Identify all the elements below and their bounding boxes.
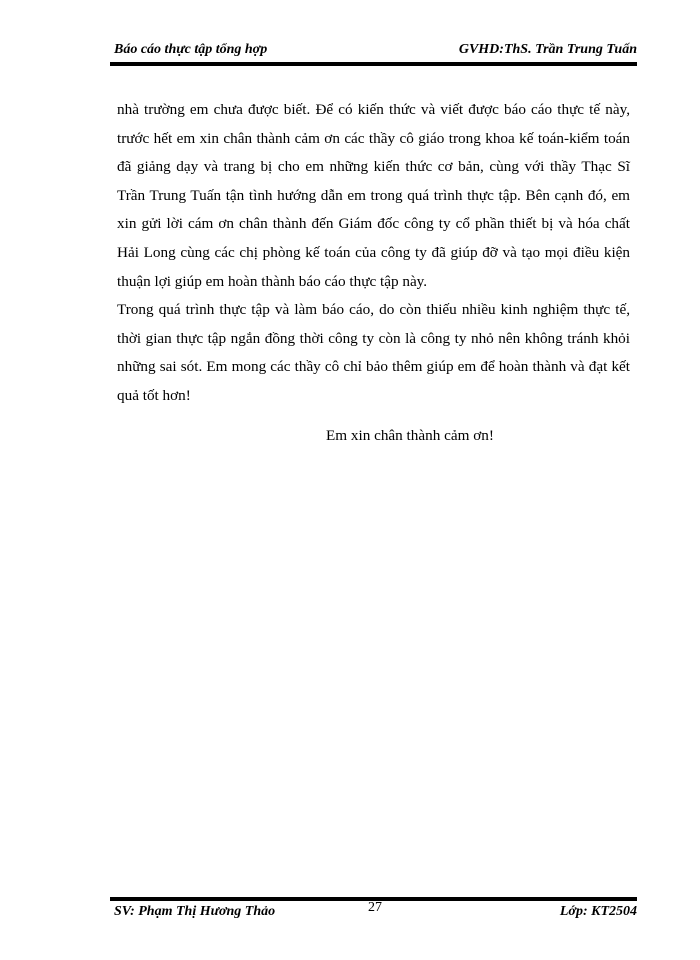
paragraph-apology: Trong quá trình thực tập và làm báo cáo, do còn thiếu nhiều kinh nghiệm thực tế, thời gian thực tập ngắn đồng thời công ty còn là công ty nhỏ nên không tránh khỏi những sai sót. Em mong các thầy cô chỉ bảo thêm giúp em để hoàn thành và đạt kết quả tốt hơn! — [117, 301, 630, 404]
paragraph-acknowledgement: nhà trường em chưa được biết. Để có kiến thức và viết được báo cáo thực tế này, trước hết em xin chân thành cảm ơn các thầy cô giáo trong khoa kế toán-kiểm toán đã giảng dạy và trang bị cho em những kiến thức cơ bản, cùng với thầy Thạc Sĩ Trần Trung Tuấn tận tình hướng dẫn em trong quá trình thực tập. Bên cạnh đó, em xin gửi lời cám ơn chân thành đến Giám đốc công ty cổ phần thiết bị và hóa chất Hải Long cùng các chị phòng kế toán của công ty đã giúp đỡ và tạo mọi điều kiện thuận lợi giúp em hoàn thành báo cáo thực tập này. — [117, 101, 630, 290]
header-divider — [110, 62, 637, 66]
closing-line: Em xin chân thành cảm ơn! — [326, 427, 494, 444]
footer-student-name: SV: Phạm Thị Hương Thảo — [114, 904, 276, 919]
body-text — [117, 96, 630, 411]
page-header — [110, 36, 637, 60]
page-number: 27 — [368, 900, 382, 915]
header-supervisor: GVHD:ThS. Trần Trung Tuấn — [458, 42, 637, 57]
footer-class: Lớp: KT2504 — [559, 904, 637, 919]
header-report-title: Báo cáo thực tập tổng hợp — [114, 42, 268, 57]
page-footer — [110, 902, 637, 924]
